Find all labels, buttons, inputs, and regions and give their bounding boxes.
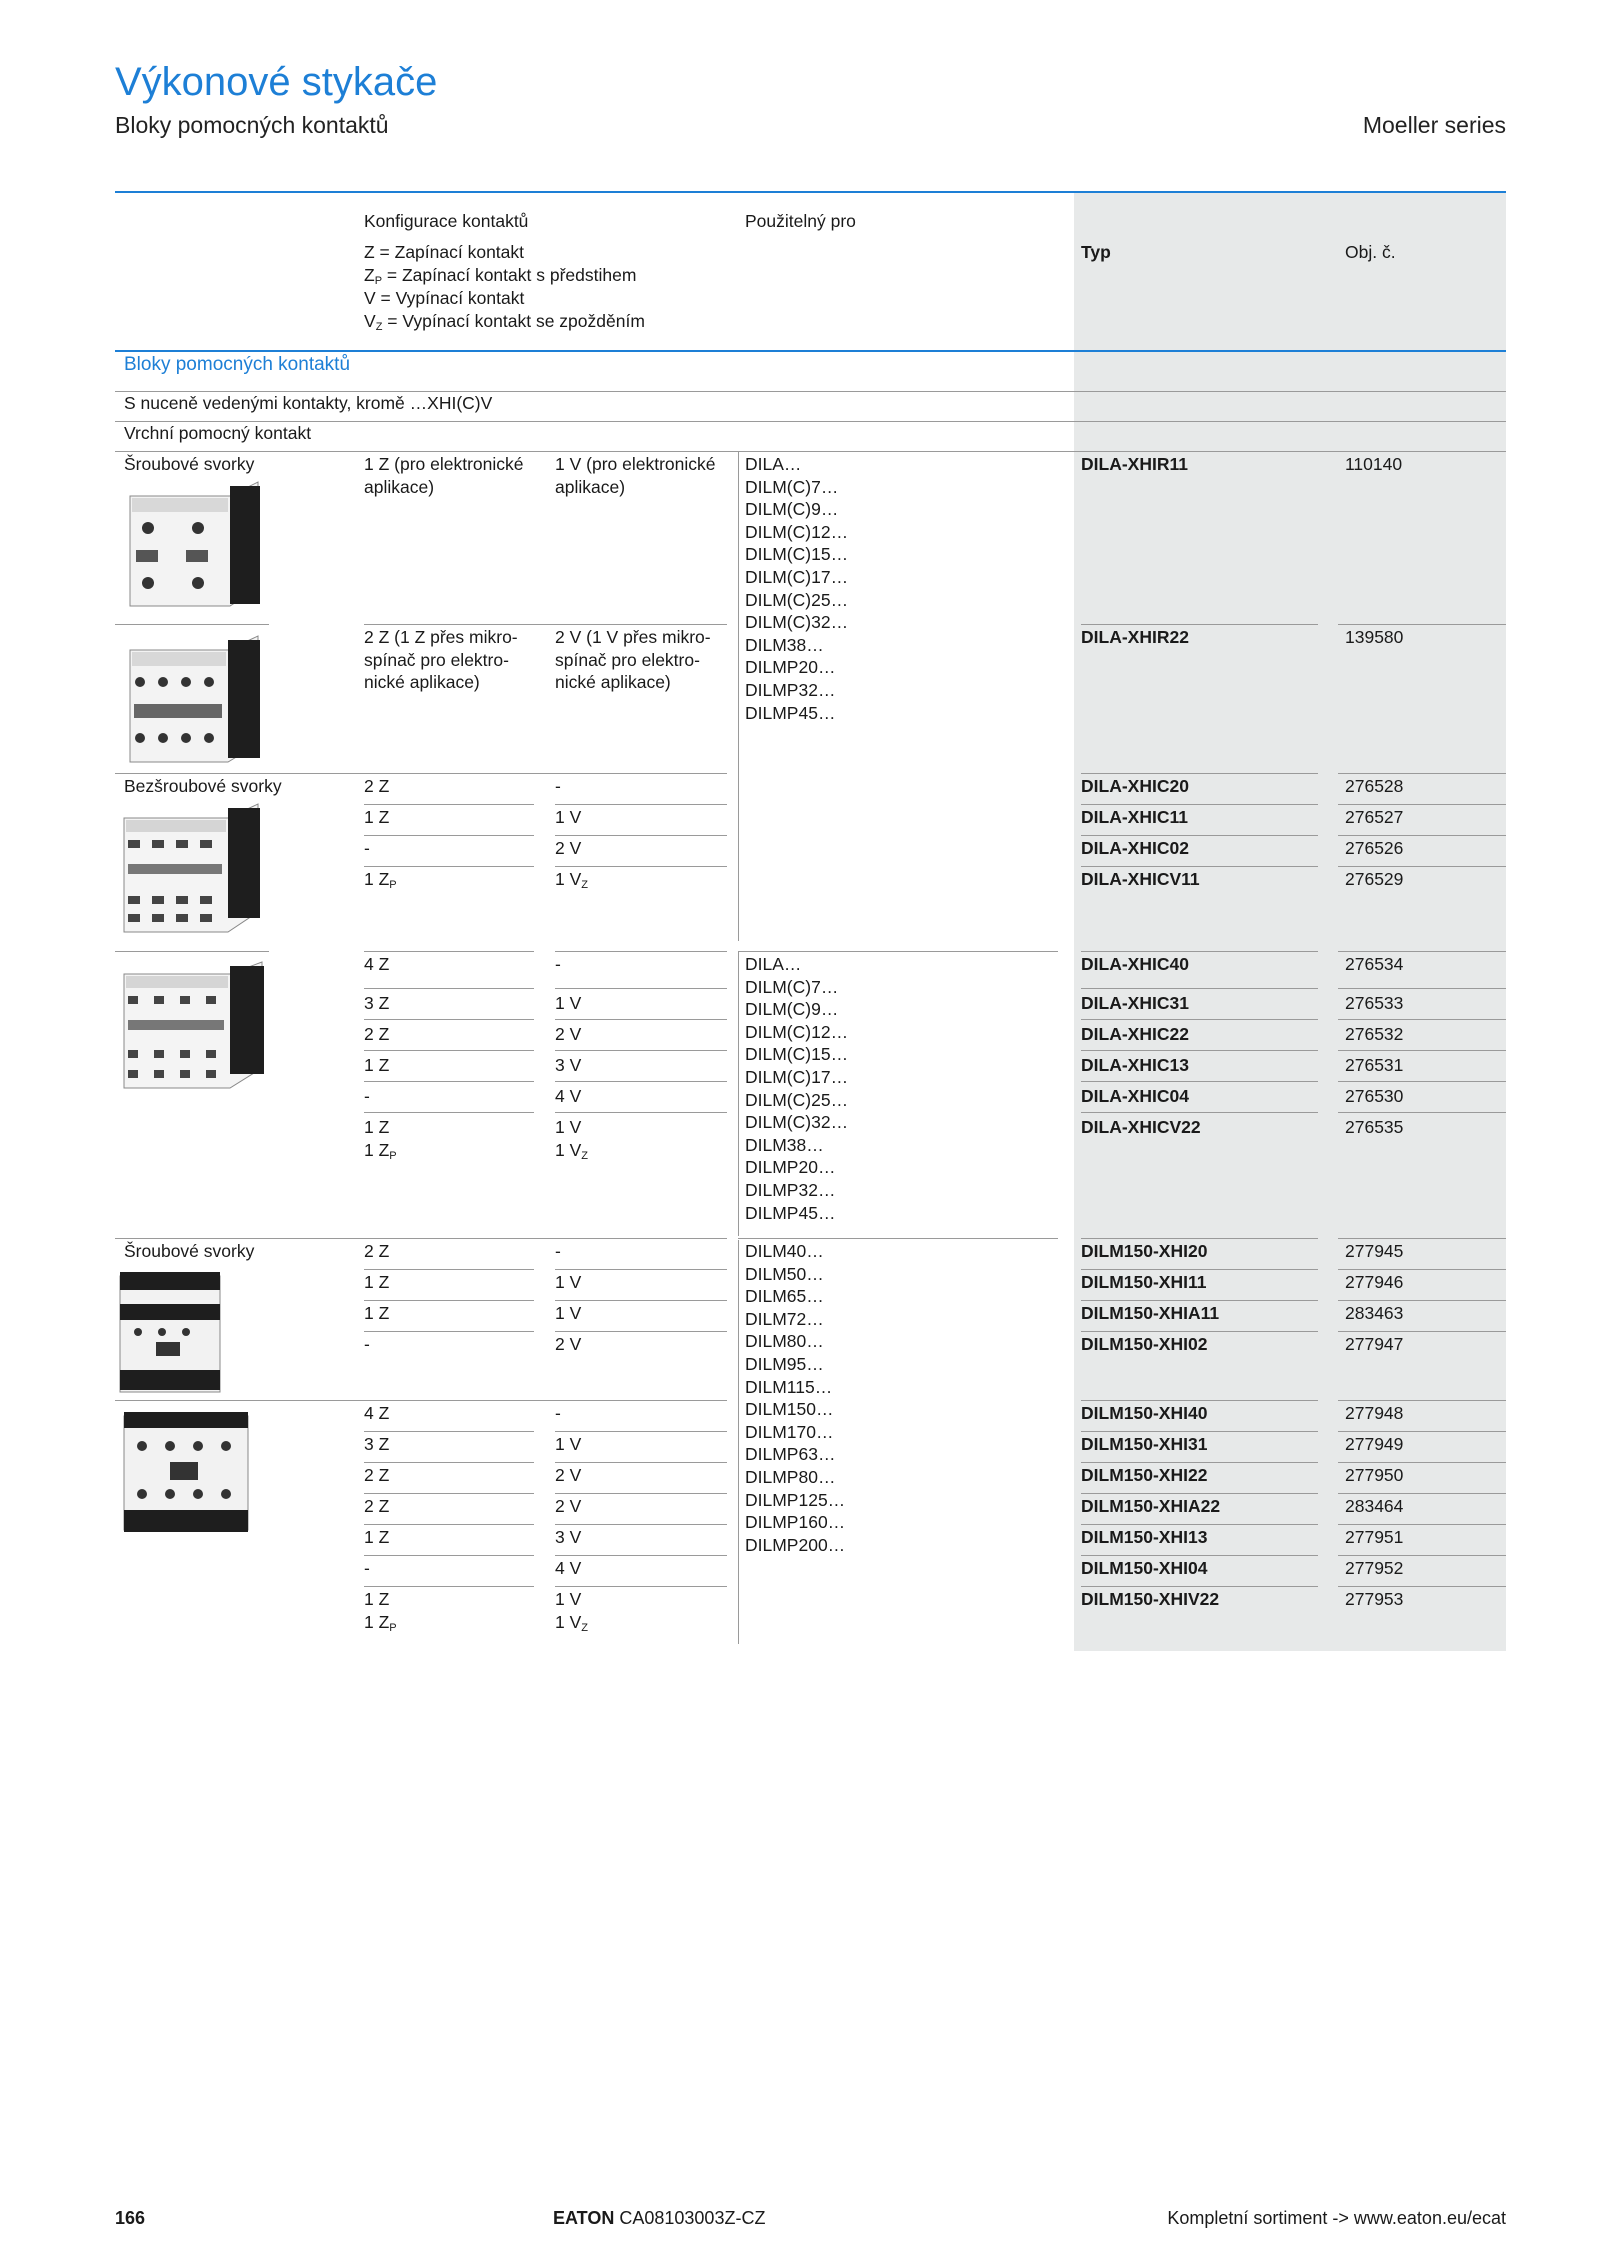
divider — [1338, 1112, 1506, 1113]
divider — [1081, 1269, 1318, 1270]
order-number: 283463 — [1345, 1303, 1404, 1323]
config-z: 4 Z — [364, 1403, 390, 1423]
type-code: DILA-XHIC11 — [1081, 807, 1188, 827]
divider — [555, 1524, 727, 1525]
divider — [364, 1112, 534, 1113]
divider — [555, 1331, 727, 1332]
config-v: 2 V — [555, 1024, 582, 1044]
type-code: DILA-XHIC40 — [1081, 954, 1189, 974]
config-v: - — [555, 1241, 561, 1261]
divider — [1081, 951, 1318, 952]
order-number: 276526 — [1345, 838, 1404, 858]
contact-block-image-5 — [116, 1268, 226, 1396]
order-number: 277948 — [1345, 1403, 1404, 1423]
config-v: 2 V — [555, 1496, 582, 1516]
type-code: DILA-XHIC22 — [1081, 1024, 1189, 1044]
divider — [1338, 951, 1506, 952]
page-title: Výkonové stykače — [115, 60, 438, 104]
divider — [364, 1586, 534, 1587]
type-code: DILA-XHIC02 — [1081, 838, 1189, 858]
divider — [364, 1050, 534, 1051]
divider — [1081, 1586, 1318, 1587]
config-v: 1 V — [555, 993, 582, 1013]
divider — [555, 1300, 727, 1301]
config-v: 1 V (pro elektronické aplikace) — [555, 454, 716, 497]
divider — [364, 866, 534, 867]
divider — [1338, 1269, 1506, 1270]
legend-vz: $V_Z$ = Vypínací kontakt se zpožděním — [364, 311, 645, 333]
divider — [1081, 1524, 1318, 1525]
order-number: 277946 — [1345, 1272, 1404, 1292]
order-number: 276530 — [1345, 1086, 1404, 1106]
type-code: DILA-XHIC04 — [1081, 1086, 1189, 1106]
contact-block-image-3 — [118, 800, 270, 936]
config-z: 1 Z — [364, 1272, 390, 1292]
config-v-vz: 1 V 1 $V_Z$ — [555, 1589, 589, 1634]
typ-header: Typ — [1081, 242, 1111, 262]
divider — [555, 1050, 727, 1051]
divider — [1338, 1400, 1506, 1401]
divider — [555, 951, 727, 952]
order-number: 110140 — [1345, 454, 1403, 474]
divider — [555, 1555, 727, 1556]
divider — [1081, 1555, 1318, 1556]
divider — [364, 1431, 534, 1432]
legend-z: Z = Zapínací kontakt — [364, 242, 525, 262]
order-number: 276529 — [1345, 869, 1404, 889]
divider — [364, 804, 534, 805]
order-number: 139580 — [1345, 627, 1404, 647]
type-code: DILM150-XHI31 — [1081, 1434, 1208, 1454]
order-number: 277947 — [1345, 1334, 1404, 1354]
type-code: DILM150-XHIA11 — [1081, 1303, 1220, 1323]
type-code: DILA-XHICV22 — [1081, 1117, 1201, 1137]
divider — [115, 421, 1506, 422]
divider — [1338, 1431, 1506, 1432]
order-number: 276535 — [1345, 1117, 1404, 1137]
footer-link[interactable]: Kompletní sortiment -> www.eaton.eu/ecat — [1167, 2208, 1506, 2228]
config-v: - — [555, 1403, 561, 1423]
divider — [555, 1269, 727, 1270]
section-note: S nuceně vedenými kontakty, kromě …XHI(C)V — [124, 393, 493, 413]
divider — [555, 835, 727, 836]
type-code: DILA-XHIC20 — [1081, 776, 1189, 796]
divider — [1081, 1081, 1318, 1082]
config-v: 1 V — [555, 1434, 582, 1454]
section-subnote: Vrchní pomocný kontakt — [124, 423, 312, 443]
usable-list: DILM40… DILM50… DILM65… DILM72… DILM80… DILM95… DILM115… DILM150… DILM170… DILMP63… DILMP80… DILMP125… DILMP160… DILMP200… — [745, 1241, 846, 1555]
config-v: 1 V — [555, 807, 582, 827]
page-subtitle: Bloky pomocných kontaktů — [115, 112, 389, 138]
type-code: DILA-XHIR22 — [1081, 627, 1189, 647]
contact-block-image-2 — [118, 630, 270, 770]
config-v: 3 V — [555, 1527, 582, 1547]
divider — [364, 624, 727, 625]
contact-block-image-4 — [118, 958, 274, 1092]
order-number: 277950 — [1345, 1465, 1404, 1485]
config-z: 1 Z — [364, 807, 390, 827]
config-v: 1 V — [555, 1272, 582, 1292]
divider — [555, 804, 727, 805]
divider — [555, 1586, 727, 1587]
divider — [555, 1462, 727, 1463]
divider — [555, 1081, 727, 1082]
divider — [115, 1238, 727, 1239]
divider — [1338, 624, 1506, 625]
legend-v: V = Vypínací kontakt — [364, 288, 525, 308]
divider — [1081, 835, 1318, 836]
config-z: 3 Z — [364, 1434, 390, 1454]
config-z: 1 Z — [364, 1055, 390, 1075]
config-z: 1 Z — [364, 1303, 390, 1323]
label-screwless-terminals: Bezšroubové svorky — [124, 776, 282, 796]
divider — [1338, 804, 1506, 805]
config-z: 1 Z (pro elektronické aplikace) — [364, 454, 524, 497]
contact-block-image-6 — [118, 1406, 258, 1540]
config-z: - — [364, 838, 370, 858]
order-number: 276532 — [1345, 1024, 1404, 1044]
series-label: Moeller series — [1362, 112, 1506, 138]
divider — [1081, 866, 1318, 867]
divider — [364, 1019, 534, 1020]
order-number: 276533 — [1345, 993, 1404, 1013]
config-v: 2 V — [555, 1465, 582, 1485]
divider — [1338, 988, 1506, 989]
divider — [1081, 1300, 1318, 1301]
label-screw-terminals: Šroubové svorky — [124, 1241, 255, 1261]
config-z: - — [364, 1334, 370, 1354]
type-code: DILA-XHICV11 — [1081, 869, 1200, 889]
order-number: 276534 — [1345, 954, 1404, 974]
usable-divider — [738, 451, 739, 941]
divider — [1338, 1050, 1506, 1051]
divider — [364, 1462, 534, 1463]
config-v: - — [555, 954, 561, 974]
divider — [115, 624, 269, 625]
order-number: 277949 — [1345, 1434, 1404, 1454]
divider — [1081, 773, 1318, 774]
config-v: 4 V — [555, 1086, 582, 1106]
divider — [1081, 1400, 1318, 1401]
order-number: 277951 — [1345, 1527, 1404, 1547]
order-number: 277945 — [1345, 1241, 1404, 1261]
type-code: DILM150-XHIA22 — [1081, 1496, 1221, 1516]
config-z: 2 Z — [364, 1024, 390, 1044]
config-v-vz: 1 V 1 $V_Z$ — [555, 1117, 589, 1162]
divider — [1081, 1112, 1318, 1113]
config-z: 2 Z — [364, 1241, 390, 1261]
divider — [364, 835, 534, 836]
type-code: DILM150-XHI13 — [1081, 1527, 1208, 1547]
usable-divider — [738, 1240, 739, 1644]
page-number: 166 — [115, 2208, 146, 2228]
contact-block-image-1 — [118, 478, 270, 614]
config-v: 2 V (1 V přes mikro- spínač pro elektro- nické aplikace) — [555, 627, 711, 692]
config-z: 4 Z — [364, 954, 390, 974]
order-number: 283464 — [1345, 1496, 1404, 1516]
divider — [738, 1238, 1058, 1239]
divider — [1338, 1019, 1506, 1020]
config-z: 2 Z — [364, 1465, 390, 1485]
divider — [555, 988, 727, 989]
section-rule — [115, 350, 1506, 352]
config-v: 2 V — [555, 1334, 582, 1354]
divider — [555, 1431, 727, 1432]
type-code: DILM150-XHI02 — [1081, 1334, 1208, 1354]
divider — [1338, 866, 1506, 867]
config-v: 1 V — [555, 1303, 582, 1323]
config-z: 2 Z — [364, 776, 390, 796]
divider — [1338, 1555, 1506, 1556]
divider — [115, 951, 269, 952]
divider — [1081, 451, 1318, 452]
divider — [1338, 773, 1506, 774]
usable-header: Použitelný pro — [745, 211, 856, 231]
divider — [1338, 1493, 1506, 1494]
order-number: 277952 — [1345, 1558, 1404, 1578]
type-code: DILM150-XHI20 — [1081, 1241, 1208, 1261]
config-z-zp: 1 Z 1 $Z_P$ — [364, 1589, 397, 1634]
divider — [1338, 1238, 1506, 1239]
divider — [1081, 624, 1318, 625]
config-zp: 1 $Z_P$ — [364, 869, 397, 891]
divider — [1338, 1462, 1506, 1463]
divider — [1338, 835, 1506, 836]
config-z: - — [364, 1558, 370, 1578]
type-code: DILM150-XHI40 — [1081, 1403, 1208, 1423]
config-z-zp: 1 Z 1 $Z_P$ — [364, 1117, 397, 1162]
divider — [115, 1400, 727, 1401]
usable-list: DILA… DILM(C)7… DILM(C)9… DILM(C)12… DILM(C)15… DILM(C)17… DILM(C)25… DILM(C)32… DILM38… DILMP20… DILMP32… DILMP45… — [745, 454, 849, 723]
divider — [364, 1300, 534, 1301]
brand-name: EATON — [553, 2208, 615, 2228]
config-v: 4 V — [555, 1558, 582, 1578]
usable-divider — [738, 952, 739, 1236]
divider — [555, 1493, 727, 1494]
divider — [1338, 1524, 1506, 1525]
divider — [115, 773, 727, 774]
type-code: DILM150-XHIV22 — [1081, 1589, 1220, 1609]
section-title: Bloky pomocných kontaktů — [124, 354, 351, 375]
divider — [1338, 1331, 1506, 1332]
divider — [1081, 804, 1318, 805]
divider — [1081, 1431, 1318, 1432]
divider — [1081, 1019, 1318, 1020]
config-vz: 1 $V_Z$ — [555, 869, 589, 891]
legend-zp: $Z_P$ = Zapínací kontakt s předstihem — [364, 265, 637, 287]
label-screw-terminals: Šroubové svorky — [124, 454, 255, 474]
type-code: DILM150-XHI04 — [1081, 1558, 1208, 1578]
divider — [1338, 1081, 1506, 1082]
type-code: DILM150-XHI11 — [1081, 1272, 1207, 1292]
divider — [1081, 1331, 1318, 1332]
type-code: DILA-XHIC13 — [1081, 1055, 1189, 1075]
divider — [364, 988, 534, 989]
catalog-code: CA08103003Z-CZ — [619, 2208, 766, 2228]
divider — [1081, 1462, 1318, 1463]
divider — [364, 1269, 534, 1270]
divider — [1338, 1586, 1506, 1587]
divider — [555, 1019, 727, 1020]
divider — [364, 1331, 534, 1332]
footer-center — [553, 2208, 765, 2229]
divider — [1081, 1238, 1318, 1239]
divider — [1338, 1300, 1506, 1301]
config-z: - — [364, 1086, 370, 1106]
divider — [738, 951, 1058, 952]
type-code: DILM150-XHI22 — [1081, 1465, 1208, 1485]
config-v: 2 V — [555, 838, 582, 858]
config-v: - — [555, 776, 561, 796]
config-z: 1 Z — [364, 1527, 390, 1547]
order-number: 276528 — [1345, 776, 1404, 796]
config-z: 2 Z — [364, 1496, 390, 1516]
divider — [1081, 988, 1318, 989]
config-z: 3 Z — [364, 993, 390, 1013]
divider — [1081, 1493, 1318, 1494]
divider — [364, 1555, 534, 1556]
divider — [555, 866, 727, 867]
order-number: 276531 — [1345, 1055, 1404, 1075]
config-z: 2 Z (1 Z přes mikro- spínač pro elektro- nické aplikace) — [364, 627, 518, 692]
config-header: Konfigurace kontaktů — [364, 211, 529, 231]
obj-header: Obj. č. — [1345, 242, 1396, 262]
divider — [364, 1081, 534, 1082]
divider — [364, 951, 534, 952]
divider — [1081, 1050, 1318, 1051]
type-code: DILA-XHIR11 — [1081, 454, 1188, 474]
divider — [555, 1112, 727, 1113]
order-number: 277953 — [1345, 1589, 1404, 1609]
order-number: 276527 — [1345, 807, 1404, 827]
divider — [364, 1524, 534, 1525]
divider — [364, 1493, 534, 1494]
type-code: DILA-XHIC31 — [1081, 993, 1189, 1013]
usable-list: DILA… DILM(C)7… DILM(C)9… DILM(C)12… DILM(C)15… DILM(C)17… DILM(C)25… DILM(C)32… DILM38… DILMP20… DILMP32… DILMP45… — [745, 954, 849, 1223]
config-v: 3 V — [555, 1055, 582, 1075]
